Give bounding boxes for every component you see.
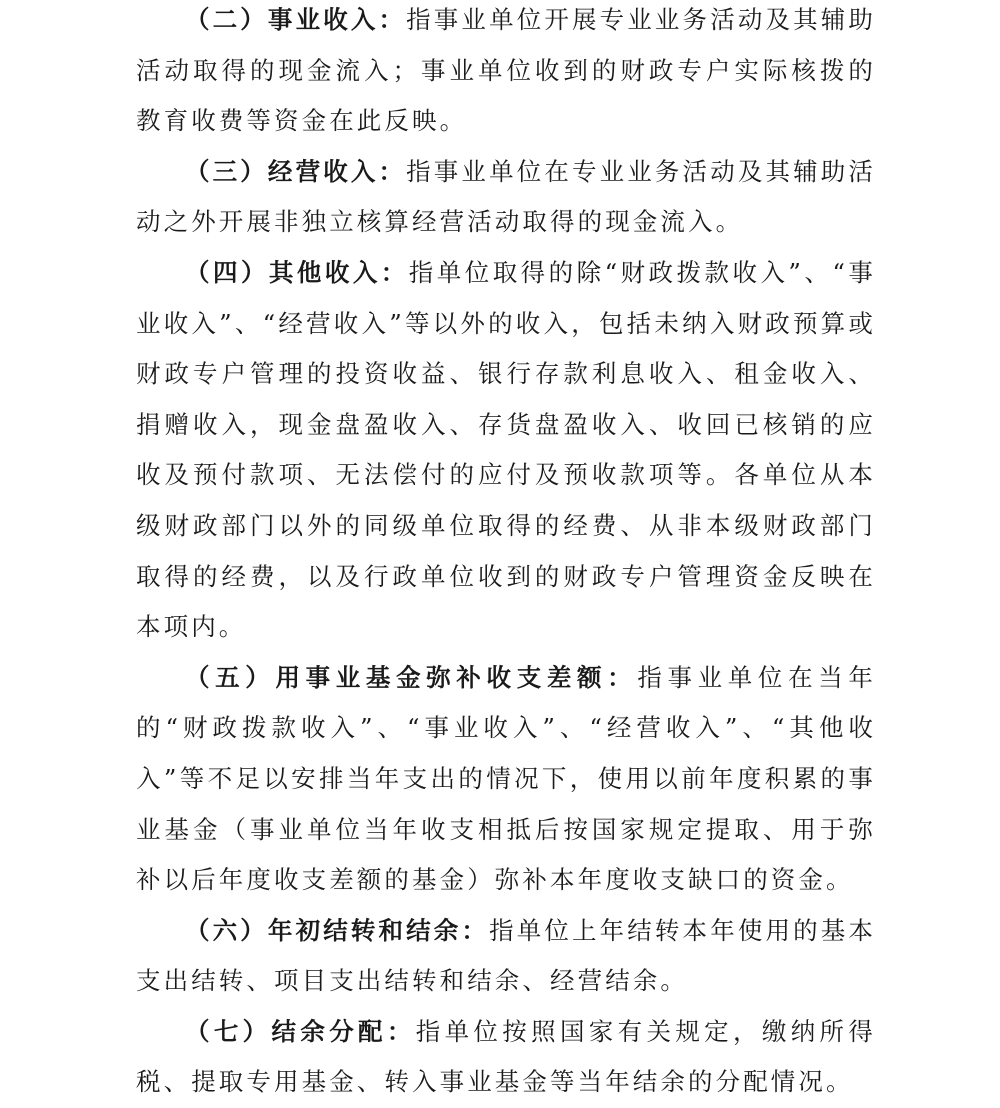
term-definition: 指事业单位在当年的“财政拨款收入”、“事业收入”、“经营收入”、“其他收入”等不足以安排当年支出的情况下，使用以前年度积累的事业基金（事业单位当年收支相抵后按国家规定提取、用于弥补以后年度收支差额的基金）弥补本年度收支缺口的资金。 xyxy=(136,662,876,895)
term-definition: 指事业单位在专业业务活动及其辅助活动之外开展非独立核算经营活动取得的现金流入。 xyxy=(136,156,876,237)
paragraph-surplus-distribution xyxy=(136,1007,876,1108)
paragraph-carryover xyxy=(136,906,876,1007)
paragraph-other-income xyxy=(136,248,876,653)
paragraph-operating-income xyxy=(136,147,876,248)
term-heading: （三）经营收入： xyxy=(185,156,407,186)
term-heading: （六）年初结转和结余： xyxy=(185,915,490,945)
paragraph-fund-offset xyxy=(136,653,876,906)
term-definition: 指单位按照国家有关规定，缴纳所得税、提取专用基金、转入事业基金等当年结余的分配情况。 xyxy=(136,1016,876,1097)
term-heading: （五）用事业基金弥补收支差额： xyxy=(185,662,638,692)
term-definition: 指事业单位开展专业业务活动及其辅助活动取得的现金流入；事业单位收到的财政专户实际核拨的教育收费等资金在此反映。 xyxy=(136,5,876,136)
term-heading: （七）结余分配： xyxy=(185,1016,416,1046)
term-definition: 指单位取得的除“财政拨款收入”、“事业收入”、“经营收入”等以外的收入，包括未纳入财政预算或财政专户管理的投资收益、银行存款利息收入、租金收入、捐赠收入，现金盘盈收入、存货盘盈收入、收回已核销的应收及预付款项、无法偿付的应付及预收款项等。各单位从本级财政部门以外的同级单位取得的经费、从非本级财政部门取得的经费，以及行政单位收到的财政专户管理资金反映在本项内。 xyxy=(136,257,876,642)
document-page xyxy=(136,0,876,1108)
term-definition: 指单位上年结转本年使用的基本支出结转、项目支出结转和结余、经营结余。 xyxy=(136,915,876,996)
paragraph-business-income xyxy=(136,0,876,147)
term-heading: （四）其他收入： xyxy=(185,257,409,287)
term-heading: （二）事业收入： xyxy=(185,5,407,34)
